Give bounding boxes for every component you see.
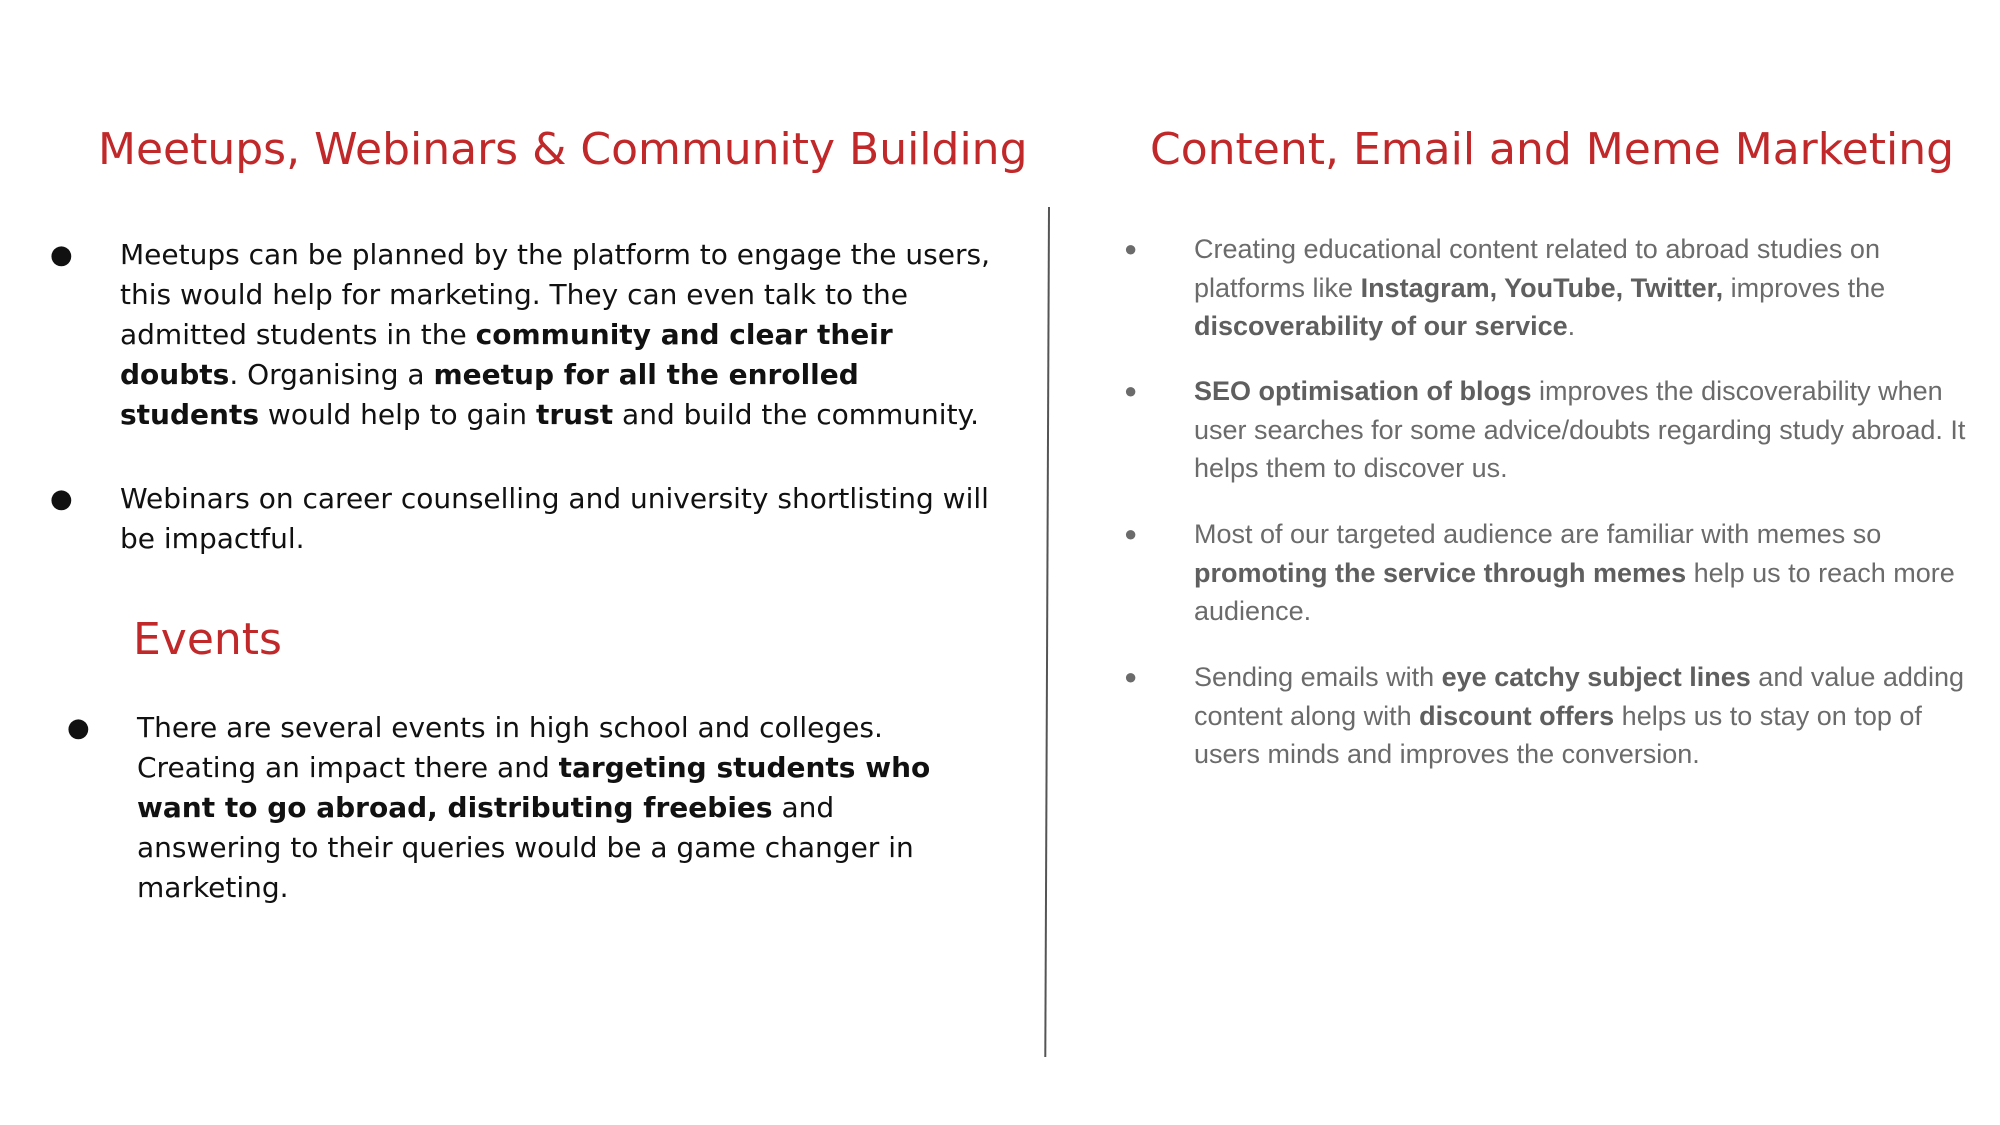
bold-text: community and clear their doubts: [120, 318, 893, 391]
right-bullet-2: [1124, 372, 1974, 488]
left-heading: Meetups, Webinars & Community Building: [98, 124, 1028, 175]
events-bullet-1: [67, 708, 987, 908]
bold-text: trust: [535, 398, 614, 431]
text-run: and value adding content along with: [1194, 662, 1964, 731]
right-bullet-3: [1124, 515, 1974, 631]
bold-text: discount offers: [1419, 700, 1615, 731]
bold-text: SEO optimisation of blogs: [1194, 376, 1532, 406]
right-bullet-3-text: [1194, 515, 1974, 631]
bullet-icon: ●: [1124, 236, 1138, 261]
events-heading: Events: [133, 614, 282, 665]
column-divider: [1044, 207, 1050, 1057]
bold-text: targeting students who want to go abroad, distributing freebies: [137, 751, 931, 824]
left-bullet-2: [50, 479, 990, 559]
left-bullet-2-text: [120, 479, 990, 559]
right-bullet-1-text: [1194, 230, 1974, 346]
bullet-icon: ●: [1124, 521, 1138, 546]
text-run: Most of our targeted audience are familiar with memes so: [1194, 519, 1882, 549]
bold-text: Instagram, YouTube, Twitter,: [1360, 272, 1724, 303]
text-run: .: [1567, 311, 1576, 341]
text-run: help us to reach more audience.: [1194, 557, 1955, 626]
right-bullet-4-text: [1194, 658, 1974, 774]
text-run: improves the: [1723, 272, 1886, 303]
bullet-icon: ●: [67, 713, 90, 743]
bold-text: eye catchy subject lines: [1441, 662, 1751, 692]
right-heading: Content, Email and Meme Marketing: [1150, 124, 1955, 175]
right-bullet-1: [1124, 230, 1974, 346]
text-run: would help to gain: [259, 398, 536, 431]
bullet-icon: ●: [1124, 664, 1138, 689]
bold-text: meetup for all the enrolled students: [120, 358, 859, 431]
bold-text: discoverability of our service: [1194, 311, 1568, 341]
text-run: and build the community.: [613, 398, 980, 431]
bullet-icon: ●: [1124, 378, 1138, 403]
text-run: . Organising a: [229, 358, 434, 391]
bold-text: promoting the service through memes: [1194, 557, 1687, 588]
text-run: and answering to their queries would be a game changer in marketing.: [137, 791, 914, 904]
right-bullet-2-text: [1194, 372, 1974, 488]
bullet-icon: ●: [50, 484, 73, 514]
text-run: Sending emails with: [1194, 662, 1442, 692]
left-bullet-1-text: [120, 235, 990, 435]
right-bullet-4: [1124, 658, 1974, 774]
text-run: Creating educational content related to abroad studies on platforms like: [1194, 234, 1880, 303]
left-bullet-1: [50, 235, 990, 435]
text-run: Meetups can be planned by the platform to engage the users, this would help for marketing. They can even talk to the admitted students in the: [120, 238, 990, 351]
events-bullet-1-text: [137, 708, 987, 908]
text-run: Webinars on career counselling and university shortlisting will be impactful.: [120, 482, 989, 555]
text-run: improves the discoverability when user searches for some advice/doubts regarding study abroad. It helps them to discover us.: [1194, 376, 1966, 483]
text-run: There are several events in high school and colleges. Creating an impact there and: [137, 711, 883, 784]
text-run: helps us to stay on top of users minds and improves the conversion.: [1194, 700, 1922, 769]
bullet-icon: ●: [50, 240, 73, 270]
